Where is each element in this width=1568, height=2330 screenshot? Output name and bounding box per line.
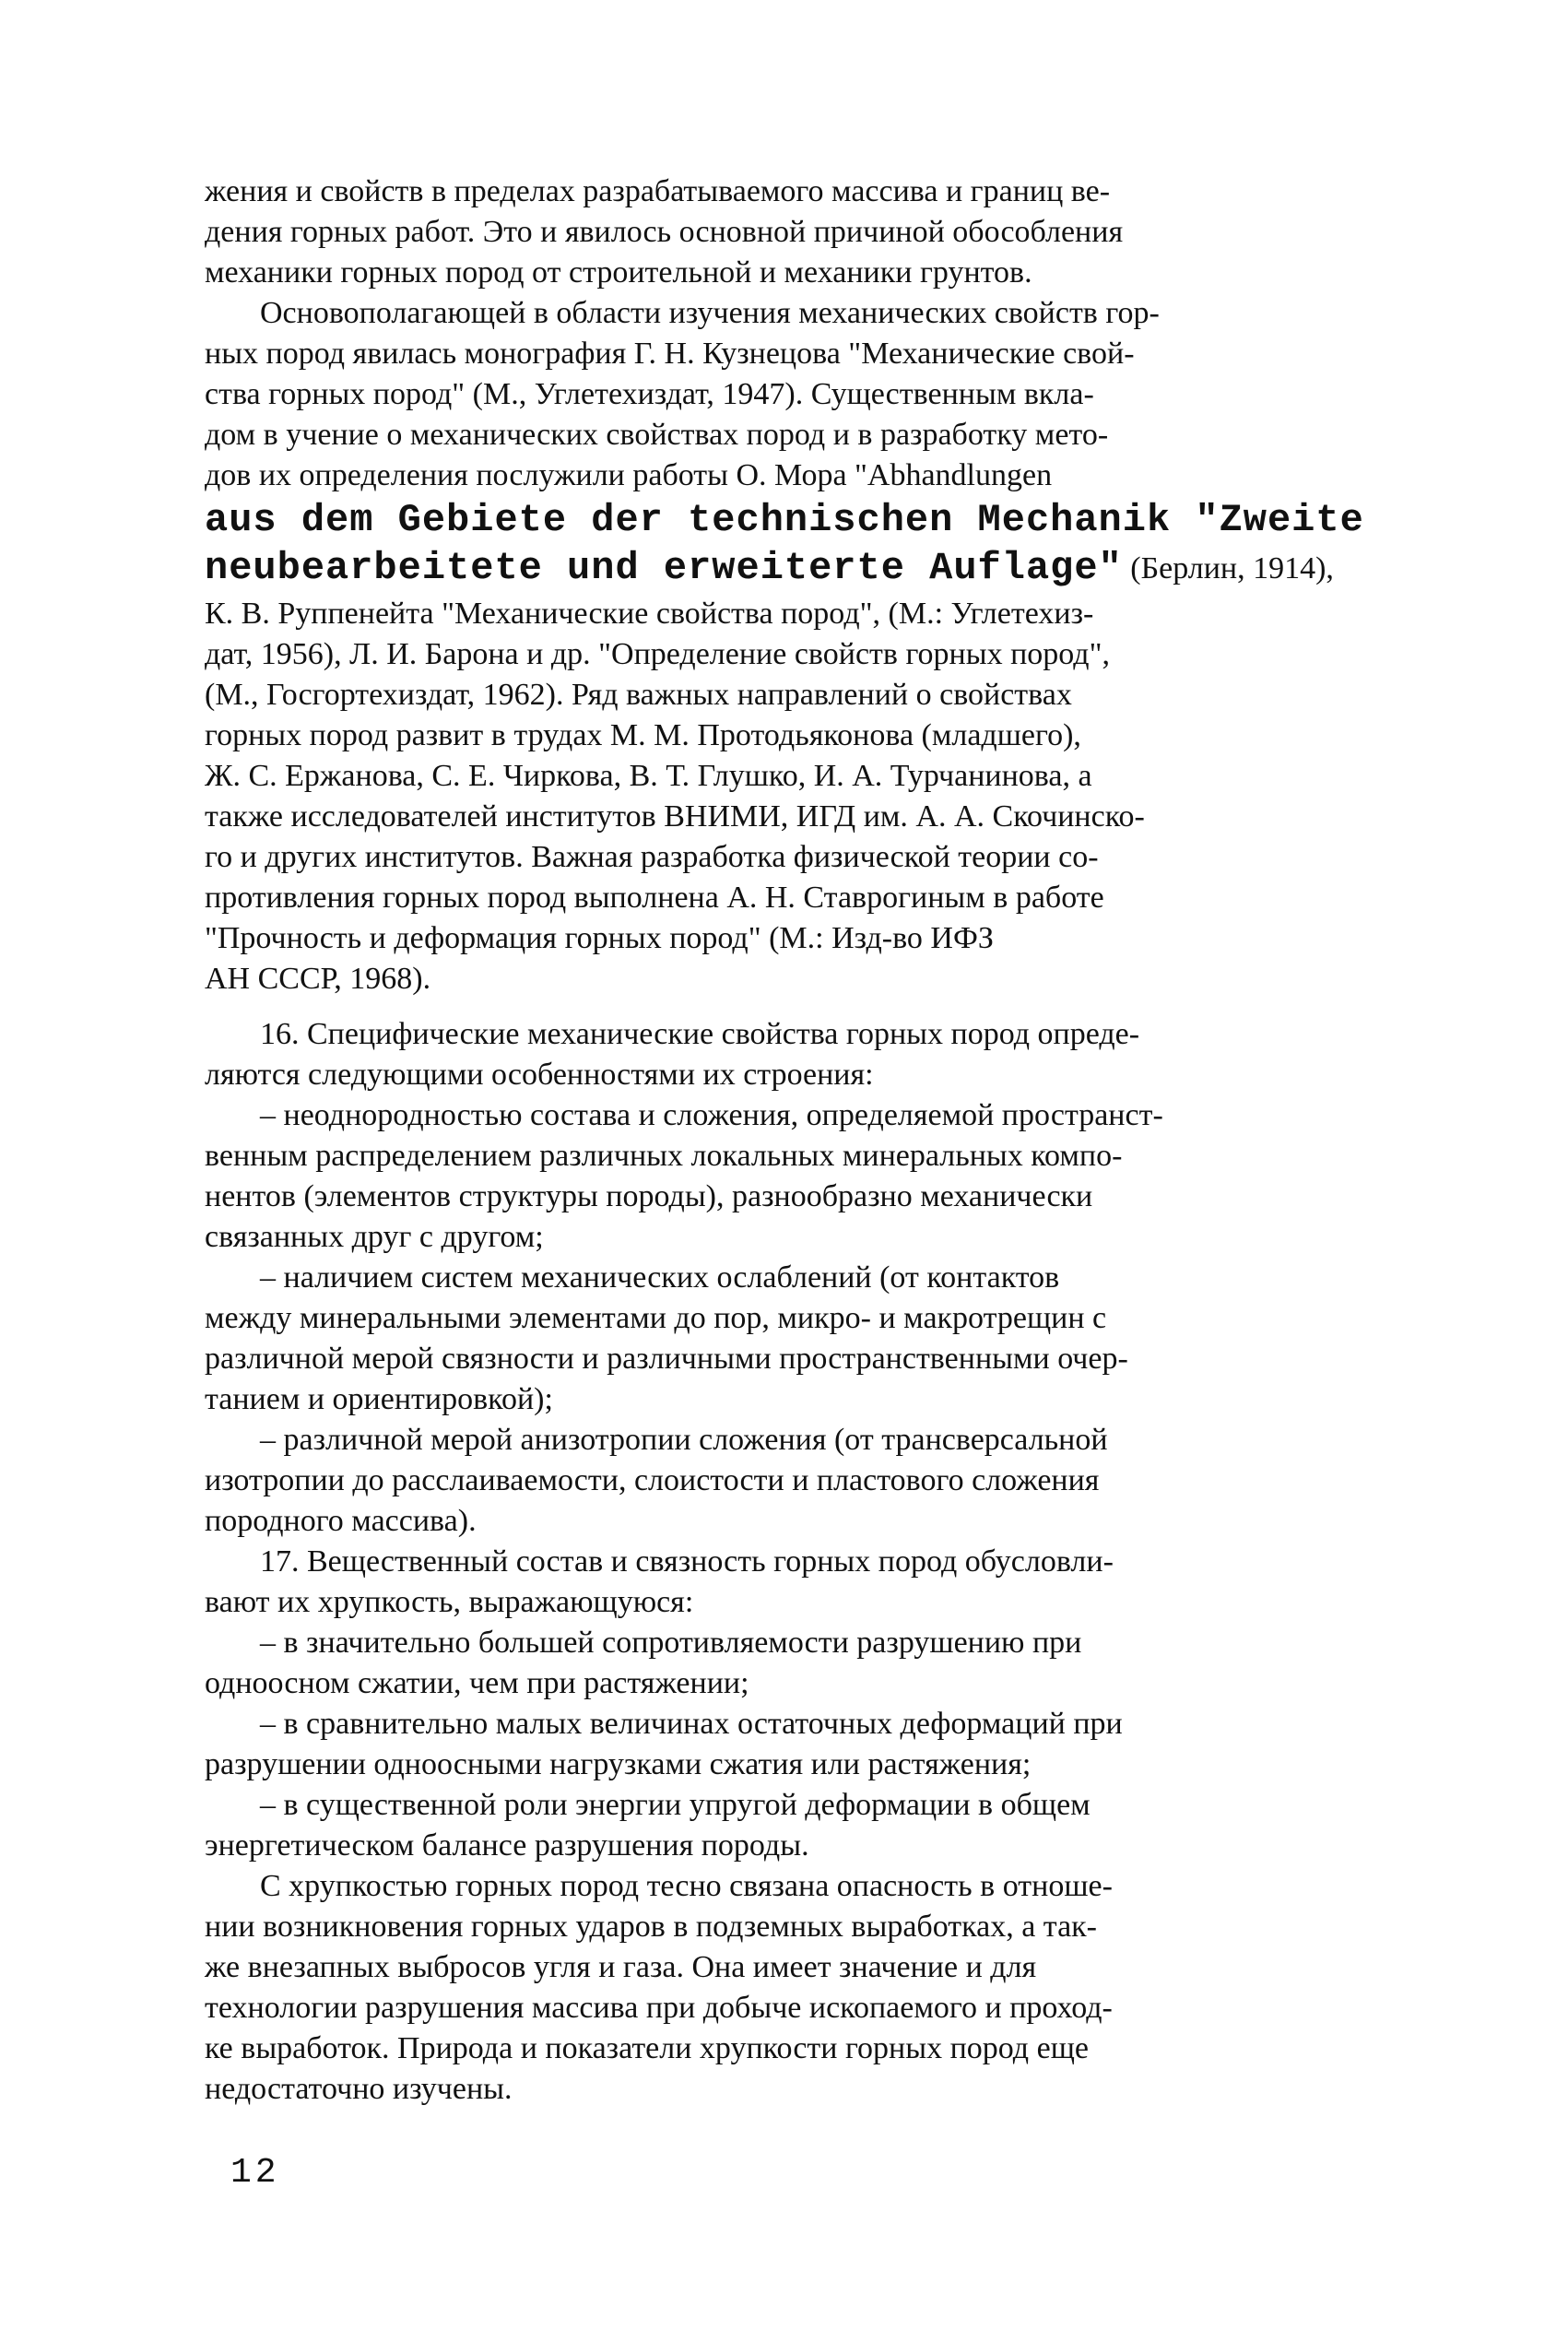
text-line: (М., Госгортехиздат, 1962). Ряд важных направлений о свойствах — [205, 678, 1072, 712]
text-line: дом в учение о механических свойствах пород и в разработку мето- — [205, 418, 1109, 452]
text-line: Ж. С. Ержанова, С. Е. Чиркова, В. Т. Глушко, И. А. Турчанинова, а — [205, 759, 1092, 793]
text-line: "Прочность и деформация горных пород" (М.: Изд-во ИФЗ — [205, 921, 994, 955]
text-line: ке выработок. Природа и показатели хрупкости горных пород еще — [205, 2031, 1089, 2065]
text-line: энергетическом балансе разрушения породы. — [205, 1828, 809, 1863]
text-line: 16. Специфические механические свойства горных пород опреде- — [260, 1017, 1140, 1051]
text-line: нии возникновения горных ударов в подземных выработках, а так- — [205, 1910, 1098, 1944]
text-line: – наличием систем механических ослаблений (от контактов — [260, 1260, 1060, 1295]
text-line: связанных друг с другом; — [205, 1220, 544, 1254]
text-line: между минеральными элементами до пор, микро- и макротрещин с — [205, 1301, 1107, 1335]
text-line: механики горных пород от строительной и механики грунтов. — [205, 255, 1032, 290]
text-line: вают их хрупкость, выражающуюся: — [205, 1585, 694, 1619]
text-line: С хрупкостью горных пород тесно связана опасность в отноше- — [260, 1869, 1113, 1903]
text-line: ных пород явилась монография Г. Н. Кузнецова "Механические свой- — [205, 337, 1135, 371]
text-line: – в существенной роли энергии упругой деформации в общем — [260, 1788, 1091, 1822]
text-line: дения горных работ. Это и явилось основной причиной обособления — [205, 215, 1124, 249]
text-line: – различной мерой анизотропии сложения (от трансверсальной — [260, 1423, 1108, 1457]
text-line: aus dem Gebiete der technischen Mechanik "Zweite — [205, 498, 1364, 542]
text-line: технологии разрушения массива при добыче ископаемого и проход- — [205, 1991, 1113, 2025]
text-line: ляются следующими особенностями их строения: — [205, 1058, 874, 1092]
text-line: же внезапных выбросов угля и газа. Она имеет значение и для — [205, 1950, 1037, 1984]
text-line: горных пород развит в трудах М. М. Протодьяконова (младшего), — [205, 718, 1081, 752]
text-line: го и других институтов. Важная разработка физической теории со- — [205, 840, 1099, 874]
text-line: противления горных пород выполнена А. Н. Ставрогиным в работе — [205, 881, 1104, 915]
text-line: жения и свойств в пределах разрабатываемого массива и границ ве- — [205, 174, 1111, 208]
text-line: дат, 1956), Л. И. Барона и др. "Определение свойств горных пород", — [205, 637, 1110, 671]
text-line: породного массива). — [205, 1504, 477, 1538]
text-line: – в значительно большей сопротивляемости разрушению при — [260, 1626, 1082, 1660]
text-line: К. В. Руппенейта "Механические свойства пород", (М.: Углетехиз- — [205, 597, 1094, 631]
text-line: ства горных пород" (М., Углетехиздат, 1947). Существенным вкла- — [205, 377, 1094, 411]
text-line: – неоднородностью состава и сложения, определяемой пространст- — [260, 1098, 1163, 1132]
text-line — [205, 544, 1421, 592]
text-line: недостаточно изучены. — [205, 2072, 513, 2106]
text-line: также исследователей институтов ВНИМИ, ИГД им. А. А. Скочинско- — [205, 799, 1145, 834]
text-line: нентов (элементов структуры породы), разнообразно механически — [205, 1179, 1093, 1213]
text-line: дов их определения послужили работы О. Мора "Abhandlungen — [205, 458, 1053, 492]
text-line: различной мерой связности и различными пространственными очер- — [205, 1342, 1128, 1376]
text-line: 17. Вещественный состав и связность горных пород обусловли- — [260, 1544, 1114, 1579]
text-line: танием и ориентировкой); — [205, 1382, 553, 1416]
text-line: одноосном сжатии, чем при растяжении; — [205, 1666, 749, 1700]
text-line: венным распределением различных локальных минеральных компо- — [205, 1139, 1123, 1173]
text-line-part: neubearbeitete und erweiterte Auflage" — [205, 546, 1123, 590]
text-line: изотропии до расслаиваемости, слоистости и пластового сложения — [205, 1463, 1100, 1497]
text-line: разрушении одноосными нагрузками сжатия или растяжения; — [205, 1747, 1032, 1781]
text-line: АН СССР, 1968). — [205, 962, 431, 996]
text-line: – в сравнительно малых величинах остаточных деформаций при — [260, 1707, 1123, 1741]
text-line: Основополагающей в области изучения механических свойств гор- — [260, 296, 1160, 330]
page-number: 12 — [230, 2153, 280, 2193]
text-line-part: (Берлин, 1914), — [1130, 551, 1334, 585]
